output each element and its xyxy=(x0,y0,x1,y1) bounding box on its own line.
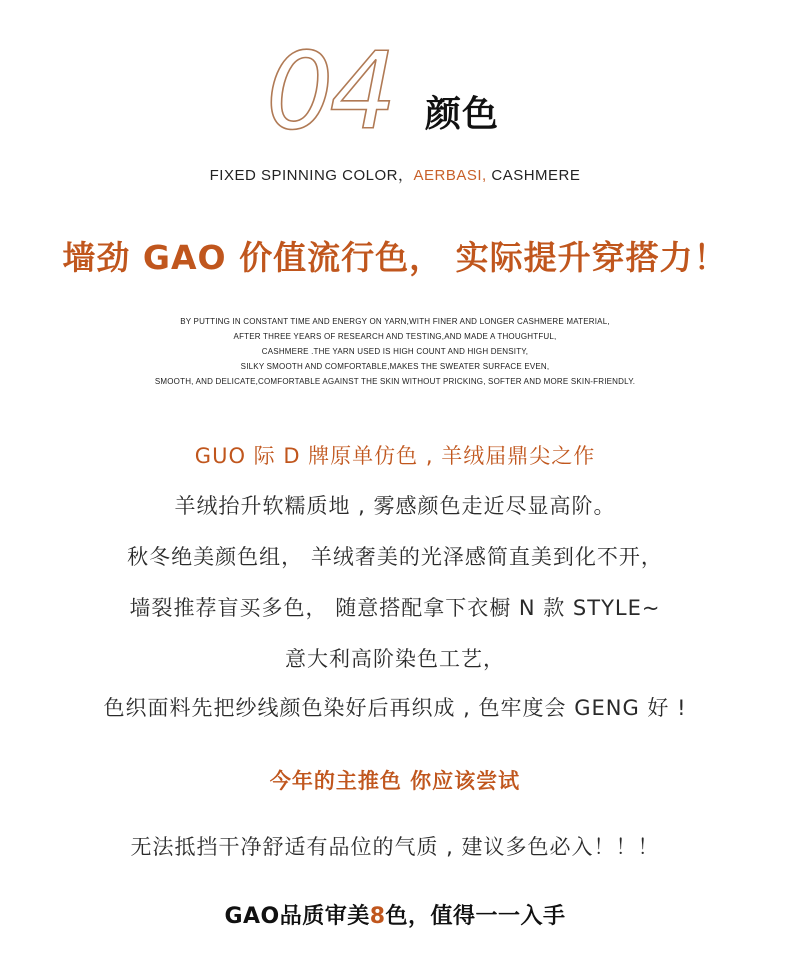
chinese-line: 墙裂推荐盲买多色， 随意搭配拿下衣橱 N 款 STYLE~ xyxy=(129,596,661,620)
english-line: BY PUTTING IN CONSTANT TIME AND ENERGY ON YARN,WITH FINER AND LONGER CASHMERE MATERIAL, xyxy=(180,317,610,326)
section-title: 颜色 xyxy=(425,94,500,135)
section-number-text: 04 xyxy=(266,30,393,138)
section-subtitle xyxy=(0,164,790,185)
section-number-outline xyxy=(262,30,412,138)
english-line: CASHMERE .THE YARN USED IS HIGH COUNT AND HIGH DENSITY, xyxy=(261,347,529,356)
english-line: SMOOTH, AND DELICATE,COMFORTABLE AGAINST THE SKIN WITHOUT PRICKING, SOFTER AND MORE SKIN-FRIENDLY. xyxy=(154,377,636,386)
chinese-line: 色织面料先把纱线颜色染好后再织成 , 色牢度会 GENG 好 ! xyxy=(103,696,687,720)
subtitle-part2: CASHMERE xyxy=(486,167,581,184)
english-line: AFTER THREE YEARS OF RESEARCH AND TESTING,AND MADE A THOUGHTFUL, xyxy=(233,332,557,341)
bottom-slogan xyxy=(0,899,790,930)
english-line: SILKY SMOOTH AND COMFORTABLE,MAKES THE SWEATER SURFACE EVEN, xyxy=(240,362,550,371)
recommend-title: 今年的主推色 你应该尝试 xyxy=(269,769,521,793)
slogan-suffix: 色，值得一一入手 xyxy=(385,904,566,929)
slogan-prefix: GAO品质审美 xyxy=(224,904,370,929)
subtitle-accent: AERBASI, xyxy=(413,167,487,184)
headline: 墙劲 GAO 价值流行色， 实际提升穿搭力！ xyxy=(62,238,728,277)
chinese-line: 意大利高阶染色工艺， xyxy=(285,647,505,671)
subtitle-part1: FIXED SPINNING COLOR， xyxy=(209,167,414,184)
color-count: 8 xyxy=(369,904,386,929)
chinese-line: 羊绒抬升软糯质地 , 雾感颜色走近尽显高阶。 xyxy=(174,494,616,518)
chinese-line-accent: GUO 际 D 牌原单仿色 , 羊绒届鼎尖之作 xyxy=(194,444,596,468)
recommend-text: 无法抵挡干净舒适有品位的气质 , 建议多色必入！！！ xyxy=(130,835,660,859)
chinese-line: 秋冬绝美颜色组， 羊绒奢美的光泽感简直美到化不开， xyxy=(127,545,663,569)
english-description xyxy=(0,314,790,389)
